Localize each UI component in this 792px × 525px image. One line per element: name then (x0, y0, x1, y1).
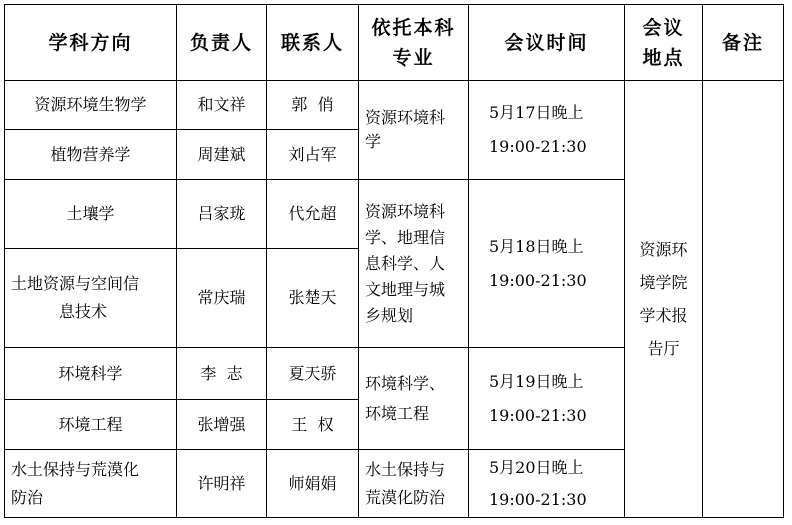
major-line: 学 (365, 132, 382, 151)
meeting-date: 5月20日晚上 (489, 457, 584, 477)
major-line: 资源环境科 (365, 108, 446, 127)
meeting-time: 19:00-21:30 (489, 405, 587, 425)
time-cell (469, 348, 625, 450)
contact-cell: 刘占军 (267, 130, 359, 180)
direction-line: 防治 (11, 487, 44, 507)
time-cell (469, 81, 625, 180)
header-time: 会议时间 (469, 5, 625, 81)
major-line: 息科学、人 (365, 253, 446, 273)
major-line: 文地理与城 (365, 279, 446, 299)
direction-cell (5, 450, 177, 518)
meeting-date: 5月18日晚上 (489, 236, 584, 256)
schedule-table-container (4, 4, 784, 518)
direction-cell: 土壤学 (5, 180, 177, 249)
header-major (359, 5, 469, 81)
leader-cell: 和文祥 (177, 81, 267, 130)
contact-cell: 王 权 (267, 400, 359, 450)
header-major-line-2: 专业 (392, 46, 435, 69)
meeting-schedule-table (4, 4, 784, 518)
leader-cell: 许明祥 (177, 450, 267, 518)
major-line: 环境工程 (365, 403, 430, 423)
location-line: 告厅 (647, 339, 680, 358)
location-line: 学术报 (639, 306, 688, 325)
meeting-date: 5月19日晚上 (489, 371, 584, 391)
header-major-line-1: 依托本科 (371, 16, 456, 39)
major-line: 乡规划 (365, 305, 414, 325)
major-cell (359, 81, 469, 180)
leader-cell: 吕家珑 (177, 180, 267, 249)
contact-cell: 夏天骄 (267, 348, 359, 400)
leader-cell: 张增强 (177, 400, 267, 450)
remarks-cell (703, 81, 784, 518)
table-row (5, 81, 784, 130)
location-line: 资源环 (639, 240, 688, 259)
header-location (625, 5, 703, 81)
major-cell (359, 348, 469, 450)
direction-line: 土地资源与空间信 (11, 274, 140, 293)
leader-cell: 常庆瑞 (177, 249, 267, 348)
contact-cell: 师娟娟 (267, 450, 359, 518)
meeting-time: 19:00-21:30 (489, 270, 587, 290)
major-line: 资源环境科 (365, 201, 446, 221)
direction-cell: 环境工程 (5, 400, 177, 450)
major-line: 环境科学、 (365, 373, 446, 393)
leader-cell: 李 志 (177, 348, 267, 400)
meeting-time: 19:00-21:30 (489, 489, 587, 509)
direction-line: 水土保持与荒漠化 (11, 459, 140, 479)
header-location-line-2: 地点 (642, 46, 685, 69)
direction-cell (5, 249, 177, 348)
contact-cell: 代允超 (267, 180, 359, 249)
header-remarks: 备注 (703, 5, 784, 81)
time-cell (469, 450, 625, 518)
major-cell (359, 180, 469, 348)
major-line: 荒漠化防治 (365, 487, 446, 507)
contact-cell: 张楚天 (267, 249, 359, 348)
leader-cell: 周建斌 (177, 130, 267, 180)
direction-cell: 植物营养学 (5, 130, 177, 180)
direction-cell: 资源环境生物学 (5, 81, 177, 130)
location-line: 境学院 (639, 273, 688, 292)
contact-cell: 郭 俏 (267, 81, 359, 130)
header-leader: 负责人 (177, 5, 267, 81)
meeting-date: 5月17日晚上 (489, 103, 584, 122)
header-location-line-1: 会议 (642, 16, 685, 39)
header-direction: 学科方向 (5, 5, 177, 81)
direction-cell: 环境科学 (5, 348, 177, 400)
major-cell (359, 450, 469, 518)
direction-line: 息技术 (59, 302, 108, 321)
header-contact: 联系人 (267, 5, 359, 81)
major-line: 学、地理信 (365, 227, 446, 247)
major-line: 水土保持与 (365, 459, 446, 479)
meeting-time: 19:00-21:30 (489, 137, 587, 156)
location-cell (625, 81, 703, 518)
header-row (5, 5, 784, 81)
time-cell (469, 180, 625, 348)
